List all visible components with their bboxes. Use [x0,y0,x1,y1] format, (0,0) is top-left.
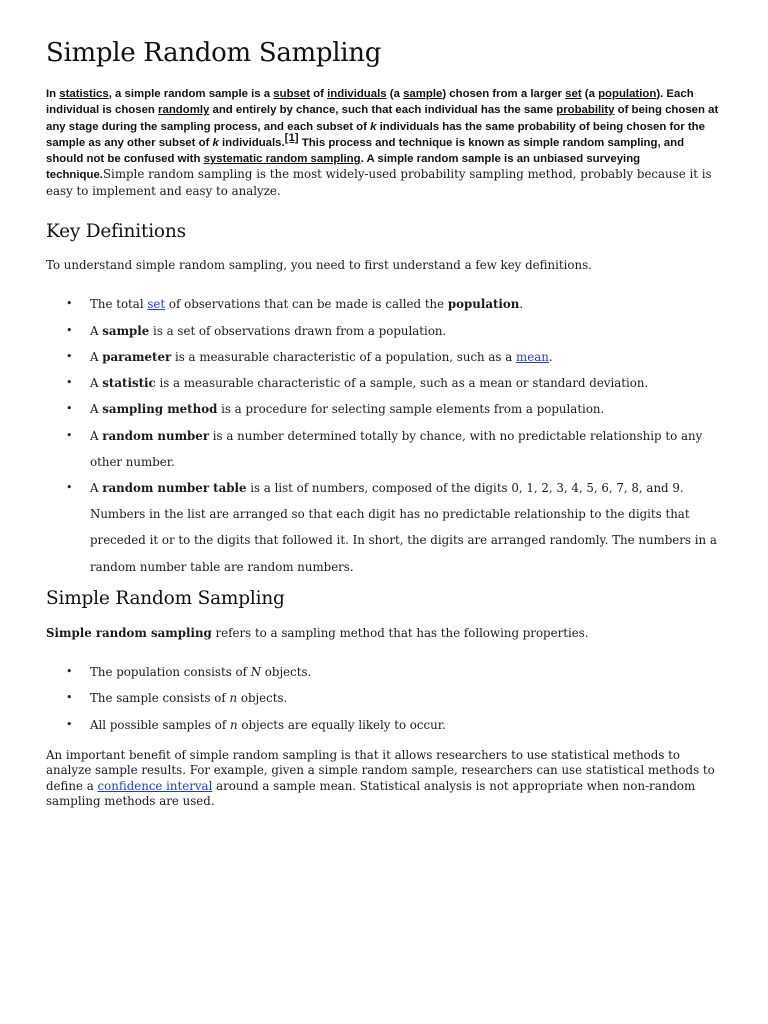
link-systematic-random-sampling[interactable]: systematic random sampling [203,153,361,166]
intro-text: In [46,88,60,100]
link-individuals[interactable]: individuals [327,88,387,100]
list-item: • The sample consists of n objects. [46,685,722,711]
link-population[interactable]: population [598,88,657,100]
variable-k: k [212,136,219,149]
definitions-list [46,291,722,579]
intro-text: individuals. [218,136,285,149]
intro-text: (a [386,88,404,100]
intro-text: (a [581,88,599,100]
list-item: • A sampling method is a procedure for selecting sample elements from a population. [46,396,722,422]
intro-text: This process and technique is known as simple random sampling, and should not be confused with [46,136,685,166]
list-item: • A statistic is a measurable characteristic of a sample, such as a mean or standard deviation. [46,370,722,396]
list-item: • The population consists of N objects. [46,659,722,685]
intro-text: . A simple random sample is an unbiased surveying technique. [46,153,641,182]
link-set[interactable]: set [565,88,582,100]
closing-paragraph: An important benefit of simple random sampling is that it allows researchers to use statistical methods to analyze sample results. For example, given a simple random sample, researchers can use statistical methods to define a confidence interval around a sample mean. Statistical analysis is not appropriate when non-random sampling methods are used. [46,747,715,808]
intro-text: ). Each individual is chosen [46,88,694,117]
intro-text: of being chosen at any stage during the sampling process, and each subset of [46,104,719,133]
link-probability[interactable]: probability [556,104,615,117]
list-item: • All possible samples of n objects are equally likely to occur. [46,712,722,738]
intro-text: individuals has the same probability of being chosen for the sample as any other subset of [46,120,705,149]
srs-lead: Simple random sampling refers to a sampling method that has the following properties. [46,625,589,640]
list-item: • A random number table is a list of numbers, composed of the digits 0, 1, 2, 3, 4, 5, 6, 7, 8, and 9. Numbers in the list are arranged so that each digit has no predictable relationship to the digits that preceded it or to the digits that followed it. In short, the digits are arranged randomly. The numbers in a random number table are random numbers. [46,475,722,580]
link-confidence-interval[interactable]: confidence interval [97,778,213,793]
section-heading-simple-random-sampling: Simple Random Sampling [46,587,285,609]
intro-text: , a simple random sample is a [108,88,274,100]
list-item: • A random number is a number determined totally by chance, with no predictable relationship to any other number. [46,423,722,475]
page-title: Simple Random Sampling [46,38,382,68]
variable-k: k [370,120,377,133]
list-item: • A parameter is a measurable characteristic of a population, such as a mean. [46,344,722,370]
link-sample[interactable]: sample [403,88,443,100]
intro-text: Simple random sampling is the most widely-used probability sampling method, probably because it is easy to implement and easy to analyze. [46,167,712,198]
link-set[interactable]: set [147,297,166,312]
intro-text: of [310,88,328,100]
list-item: • A sample is a set of observations drawn from a population. [46,318,722,344]
key-definitions-lead: To understand simple random sampling, you need to first understand a few key definitions. [46,258,592,273]
section-heading-key-definitions: Key Definitions [46,221,186,243]
list-item: • The total set of observations that can be made is called the population. [46,291,722,317]
link-subset[interactable]: subset [273,88,311,100]
intro-text: and entirely by chance, such that each individual has the same [209,104,557,117]
intro-text: ) chosen from a larger [442,88,566,100]
link-randomly[interactable]: randomly [158,104,210,117]
footnote-link[interactable]: [1] [284,131,299,144]
link-mean[interactable]: mean [516,349,549,364]
properties-list [46,659,722,738]
intro-paragraph [46,86,722,199]
link-statistics[interactable]: statistics [59,88,109,100]
